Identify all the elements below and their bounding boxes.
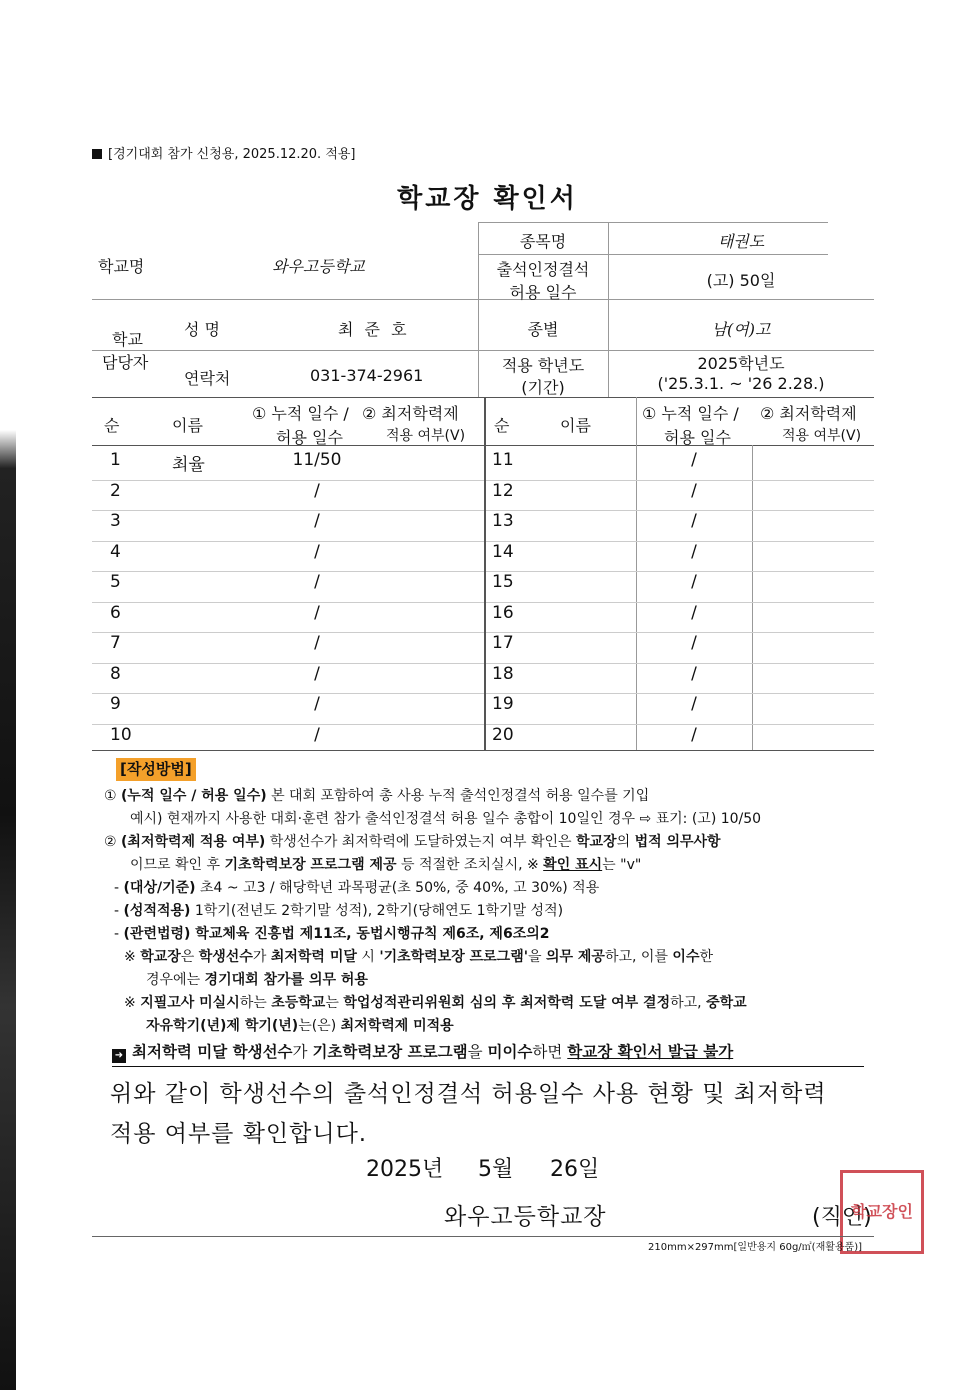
bullet1-text: 초4 ~ 고3 / 해당학년 과목평균(초 50%, 중 40%, 고 30%) 적용 [195, 880, 600, 896]
gender-value: 남(여)고 [711, 320, 771, 339]
table-row-number: 16 [492, 602, 514, 623]
bullet3-title: (관련법령) [123, 926, 191, 942]
table-row-days: / [691, 541, 697, 562]
form-tag-text: [경기대회 참가 신청용, 2025.12.20. 적용] [108, 147, 356, 162]
table-row-days: 11/50 [292, 450, 342, 470]
table-row-number: 10 [110, 724, 132, 745]
absence-label-2: 허용 일수 [509, 283, 577, 302]
sport-value: 태권도 [717, 232, 765, 251]
school-value: 와우고등학교 [272, 257, 365, 276]
principal-name: 와우고등학교장 [444, 1204, 607, 1230]
remark1: 시 [356, 949, 380, 965]
table-row-number: 1 [110, 450, 121, 470]
note2-line2: 이므로 확인 후 [130, 857, 225, 873]
page-title: 학교장 확인서 [397, 184, 578, 214]
remark1: 최저학력 미달 [270, 949, 357, 965]
remark1: '기초학력보장 프로그램' [379, 949, 528, 965]
sport-label: 종목명 [519, 232, 567, 251]
note2-line2: 등 적절한 조치실시, ※ [396, 857, 544, 873]
table-row-days: / [314, 663, 320, 684]
remark1-line2: 경기대회 참가를 의무 허용 [204, 972, 368, 988]
year-value-1: 2025학년도 [697, 354, 785, 373]
notes-heading: [작성방법] [116, 758, 196, 781]
table-row-name: 최율 [172, 455, 205, 475]
remark2: 중학교 [706, 995, 747, 1011]
teacher-label-2: 담당자 [102, 353, 149, 372]
confirm-line-2: 적용 여부를 확인합니다. [110, 1121, 368, 1147]
table-row-number: 20 [492, 724, 514, 745]
date-year: 2025년 [366, 1157, 444, 1182]
table-row-days: / [691, 602, 697, 623]
table-row-number: 17 [492, 633, 514, 653]
writing-instructions: [작성방법] ① (누적 일수 / 허용 일수) 본 대회 포함하여 총 사용 누적 출석인정결석 허용 일수를 기입 예시) 현재까지 사용한 대회·훈련 참가 출석인정결석 허용 일수 총합이 10일인 경우 ⇨ 표기: (고) 10/50 ② (최저학력제 적용 여부) 학생선수가 최저학력에 도달하였는지 여부 확인은 학교장의 법적 의무사항 이므로 확인 후 기초학력보장 프로그램 제공 등 적절한 조치실시, ※ 확인 표시는 "v" - (대상/기준) 초4 ~ 고3 / 해당학년 과목평균(초 50%, 중 40%, 고 30%) 적용 - (성적적용) 1학기(전년도 2학기말 성적), 2학기(당해연도 1학기말 성적) - (관련법령) 학교체육 진흥법 제11조, 동법시행규칙 제6조, 제6조의2 ※ 학교장은 학생선수가 최저학력 미달 시 '기초학력보장 프로그램'을 의무 제공하고, 이를 이수한 경우에는 경기대회 참가를 의무 허용 ※ 지필고사 미실시하는 초등학교는 학업성적관리위원회 심의 후 최저학력 도달 여부 결정하고, 중학교 자유학기(년)제 학기(년)는(은) 최저학력제 미적용 [104, 760, 762, 1034]
col-days-left-2: 허용 일수 [276, 428, 343, 447]
remark1: 을 [528, 949, 546, 965]
table-row-number: 5 [110, 572, 121, 592]
table-divider [752, 445, 753, 750]
col-min-left-2: 적용 여부(V) [386, 428, 466, 444]
confirm-line-1: 위와 같이 학생선수의 출석인정결석 허용일수 사용 현황 및 최저학력 [110, 1081, 827, 1107]
remark1: 학교장 [140, 949, 181, 965]
remark2-line2: 자유학기(년)제 학기(년) [146, 1018, 299, 1034]
table-row-days: / [314, 633, 320, 653]
final-warning-text: 을 [467, 1043, 488, 1061]
remark2: 하고, [670, 995, 707, 1011]
final-warning-text: 최저학력 미달 학생선수 [132, 1043, 293, 1061]
table-row-number: 8 [110, 663, 121, 684]
col-days-left-1: ① 누적 일수 / [252, 404, 349, 423]
table-row-days: / [691, 511, 697, 531]
year-value-2: ('25.3.1. ~ '26 2.28.) [657, 374, 825, 393]
table-row-days: / [314, 602, 320, 623]
remark2-line2: 최저학력제 미적용 [340, 1018, 454, 1034]
name-label: 성 명 [184, 320, 220, 339]
col-min-left-1: ② 최저학력제 [362, 404, 459, 423]
seal-label: (직인) [812, 1205, 872, 1230]
col-days-right-1: ① 누적 일수 / [642, 404, 739, 423]
table-row-days: / [691, 572, 697, 592]
note1-text: 본 대회 포함하여 총 사용 누적 출석인정결석 허용 일수를 기입 [266, 788, 650, 804]
table-row-days: / [691, 633, 697, 653]
remark2-line2: 는(은) [298, 1018, 341, 1034]
col-min-right-1: ② 최저학력제 [760, 404, 857, 423]
info-rule [478, 222, 828, 223]
absence-label-1: 출석인정결석 [496, 260, 590, 279]
remark1: 하고, 이를 [604, 949, 673, 965]
year-label-2: (기간) [521, 378, 565, 397]
bullet1-title: (대상/기준) [123, 880, 196, 896]
remark1: ※ [124, 949, 141, 965]
note2-mark: ② [104, 834, 117, 850]
table-row-days: / [691, 694, 697, 714]
table-row-days: / [691, 450, 697, 470]
seal-text: 학교장인 [851, 1202, 913, 1221]
date-day: 26일 [550, 1157, 600, 1182]
table-row-number: 9 [110, 694, 121, 714]
table-row-number: 7 [110, 633, 121, 653]
table-row-days: / [314, 511, 320, 531]
table-row-days: / [314, 724, 320, 745]
remark1: 학생선수 [198, 949, 253, 965]
bullet3-text: 학교체육 진흥법 제11조, 동법시행규칙 제6조, 제6조의2 [190, 926, 550, 942]
table-row-number: 15 [492, 572, 514, 592]
bullet2-text: 1학기(전년도 2학기말 성적), 2학기(당해연도 1학기말 성적) [190, 903, 564, 919]
remark1: 가 [252, 949, 271, 965]
note2-text: 학생선수가 최저학력에 도달하였는지 여부 확인은 [265, 834, 576, 850]
arrow-box-icon: ➜ [112, 1049, 126, 1063]
note1-mark: ① [104, 788, 117, 804]
note2-program: 기초학력보장 프로그램 제공 [224, 857, 397, 873]
table-row-days: / [691, 663, 697, 684]
table-row-days: / [314, 572, 320, 592]
remark1: 은 [180, 949, 199, 965]
final-warning-text: 하면 [532, 1043, 568, 1061]
note2-principal: 학교장 [576, 834, 617, 850]
footer-rule [92, 1236, 874, 1237]
table-row-number: 6 [110, 602, 121, 623]
col-no-right: 순 [494, 416, 510, 435]
remark1: 이수 [672, 949, 700, 965]
confirmation-statement [110, 1074, 890, 1154]
table-row-number: 12 [492, 480, 514, 501]
absence-value: (고) 50일 [706, 271, 776, 290]
remark2: 하는 [239, 995, 272, 1011]
note2-mark-display: 확인 표시 [543, 857, 603, 873]
info-rule [478, 254, 828, 255]
col-name-left: 이름 [172, 416, 203, 435]
date-month: 5월 [478, 1157, 514, 1182]
note2-line2: 는 "v" [602, 857, 642, 873]
col-name-right: 이름 [560, 416, 591, 435]
table-row-days: / [691, 480, 697, 501]
remark1-line2: 경우에는 [146, 972, 205, 988]
remark2: 는 [325, 995, 344, 1011]
table-row-days: / [691, 724, 697, 745]
remark1: 의무 제공 [545, 949, 605, 965]
table-row-number: 11 [492, 450, 514, 470]
remark2: ※ [124, 995, 141, 1011]
table-rule [92, 445, 874, 446]
col-min-right-2: 적용 여부(V) [782, 428, 862, 444]
school-label: 학교명 [98, 257, 145, 276]
remark2: 지필고사 미실시 [140, 995, 240, 1011]
gender-label: 종별 [527, 320, 559, 339]
final-warning-text: 미이수 [487, 1043, 533, 1061]
col-no-left: 순 [104, 416, 120, 435]
table-row-number: 18 [492, 663, 514, 684]
final-warning-text: 학교장 확인서 발급 불가 [567, 1043, 734, 1061]
table-row-number: 14 [492, 541, 514, 562]
note2-title: (최저학력제 적용 여부) [121, 834, 266, 850]
phone-label: 연락처 [184, 369, 231, 388]
note2-text: 의 [616, 834, 635, 850]
bullet2-title: (성적적용) [123, 903, 191, 919]
remark1: 한 [699, 949, 714, 965]
paper-spec: 210mm×297mm[일반용지 60g/㎡(재활용품)] [648, 1242, 863, 1253]
table-row-number: 4 [110, 541, 121, 562]
table-row-days: / [314, 694, 320, 714]
form-tag [92, 143, 356, 162]
table-row-days: / [314, 480, 320, 501]
table-row-number: 19 [492, 694, 514, 714]
teacher-label-1: 학교 [112, 330, 143, 349]
square-icon [92, 149, 102, 159]
year-label-1: 적용 학년도 [501, 356, 585, 375]
name-value: 최 준 호 [338, 320, 410, 339]
note1-example: 예시) 현재까지 사용한 대회·훈련 참가 출석인정결석 허용 일수 총합이 10일인 경우 ⇨ 표기: (고) 10/50 [130, 811, 762, 827]
final-warning [112, 1040, 733, 1063]
table-row-number: 2 [110, 480, 121, 501]
note1-title: (누적 일수 / 허용 일수) [121, 788, 267, 804]
table-rule [92, 750, 874, 751]
table-rule [92, 397, 874, 398]
scan-edge-shadow [0, 430, 16, 1390]
remark2: 초등학교 [271, 995, 326, 1011]
table-row-number: 13 [492, 511, 514, 531]
table-row-days: / [314, 541, 320, 562]
final-warning-rule [112, 1066, 864, 1067]
table-row-number: 3 [110, 511, 121, 531]
phone-value: 031-374-2961 [310, 366, 424, 385]
note2-duty: 법적 의무사항 [634, 834, 721, 850]
remark2: 학업성적관리위원회 심의 후 최저학력 도달 여부 결정 [343, 995, 671, 1011]
final-warning-text: 가 [292, 1043, 313, 1061]
col-days-right-2: 허용 일수 [664, 428, 731, 447]
final-warning-text: 기초학력보장 프로그램 [312, 1043, 468, 1061]
table-center-divider [484, 397, 486, 750]
